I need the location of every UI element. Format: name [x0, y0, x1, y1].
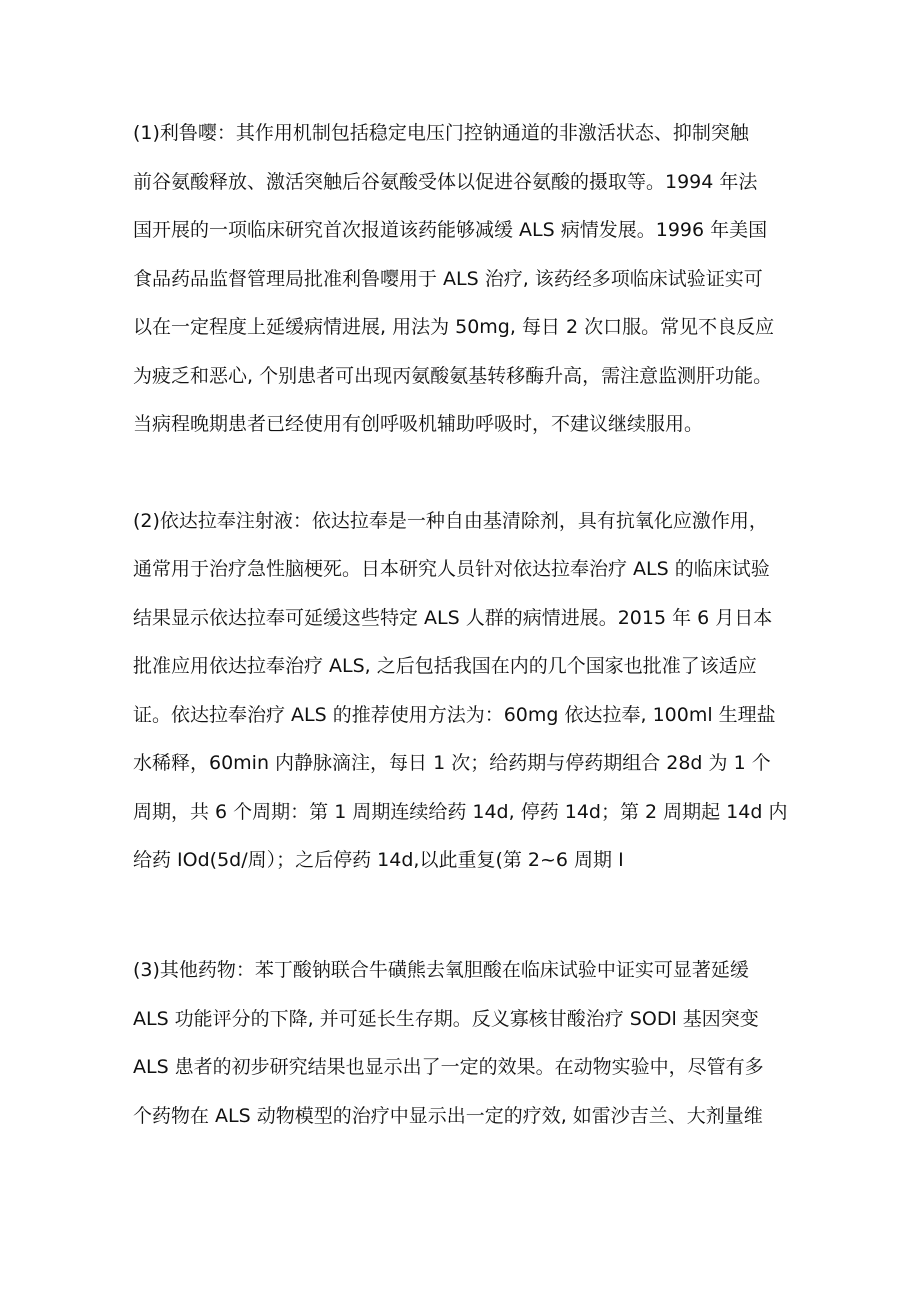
paragraph-1-line-4: 食品药品监督管理局批准利鲁嘤用于 ALS 治疗, 该药经多项临床试验证实可 — [133, 268, 763, 290]
paragraph-1-line-6: 为疲乏和恶心, 个别患者可出现丙氨酸氨基转移酶升高，需注意监测肝功能。 — [133, 365, 773, 387]
paragraph-2-line-6: 水稀释，60min 内静脉滴注，每日 1 次；给药期与停药期组合 28d 为 1 个 — [133, 752, 771, 774]
paragraph-1-line-3: 国开展的一项临床研究首次报道该药能够减缓 ALS 病情发展。1996 年美国 — [133, 219, 768, 241]
paragraph-2-line-1: (2)依达拉奉注射液：依达拉奉是一种自由基清除剂，具有抗氧化应激作用， — [133, 510, 768, 532]
paragraph-1-line-1: (1)利鲁嘤：其作用机制包括稳定电压门控钠通道的非激活状态、抑制突触 — [133, 122, 749, 144]
paragraph-3-line-2: ALS 功能评分的下降, 并可延长生存期。反义寡核甘酸治疗 SODl 基因突变 — [133, 1008, 759, 1030]
paragraph-1-line-5: 以在一定程度上延缓病情进展, 用法为 50mg, 每日 2 次口服。常见不良反应 — [133, 316, 775, 338]
paragraph-3-line-4: 个药物在 ALS 动物模型的治疗中显示出一定的疗效, 如雷沙吉兰、大剂量维 — [133, 1105, 763, 1127]
paragraph-1-line-7: 当病程晚期患者已经使用有创呼吸机辅助呼吸时，不建议继续服用。 — [133, 413, 704, 435]
paragraph-2-line-7: 周期，共 6 个周期：第 1 周期连续给药 14d, 停药 14d；第 2 周期起 14d 内 — [133, 801, 788, 823]
paragraph-2-line-2: 通常用于治疗急性脑梗死。日本研究人员针对依达拉奉治疗 ALS 的临床试验 — [133, 558, 770, 580]
paragraph-3-line-3: ALS 患者的初步研究结果也显示出了一定的效果。在动物实验中，尽管有多 — [133, 1056, 764, 1078]
paragraph-2-line-8: 给药 IOd(5d/周）；之后停药 14d,以此重复(第 2~6 周期 I — [133, 849, 624, 871]
paragraph-2-line-3: 结果显示依达拉奉可延缓这些特定 ALS 人群的病情进展。2015 年 6 月日本 — [133, 607, 773, 629]
paragraph-2-line-5: 证。依达拉奉治疗 ALS 的推荐使用方法为：60mg 依达拉奉, 100ml 生理盐 — [133, 704, 776, 726]
paragraph-1-line-2: 前谷氨酸释放、激活突触后谷氨酸受体以促进谷氨酸的摄取等。1994 年法 — [133, 171, 758, 193]
paragraph-3-line-1: (3)其他药物：苯丁酸钠联合牛磺熊去氧胆酸在临床试验中证实可显著延缓 — [133, 959, 749, 981]
paragraph-2-line-4: 批准应用依达拉奉治疗 ALS, 之后包括我国在内的几个国家也批准了该适应 — [133, 655, 757, 677]
